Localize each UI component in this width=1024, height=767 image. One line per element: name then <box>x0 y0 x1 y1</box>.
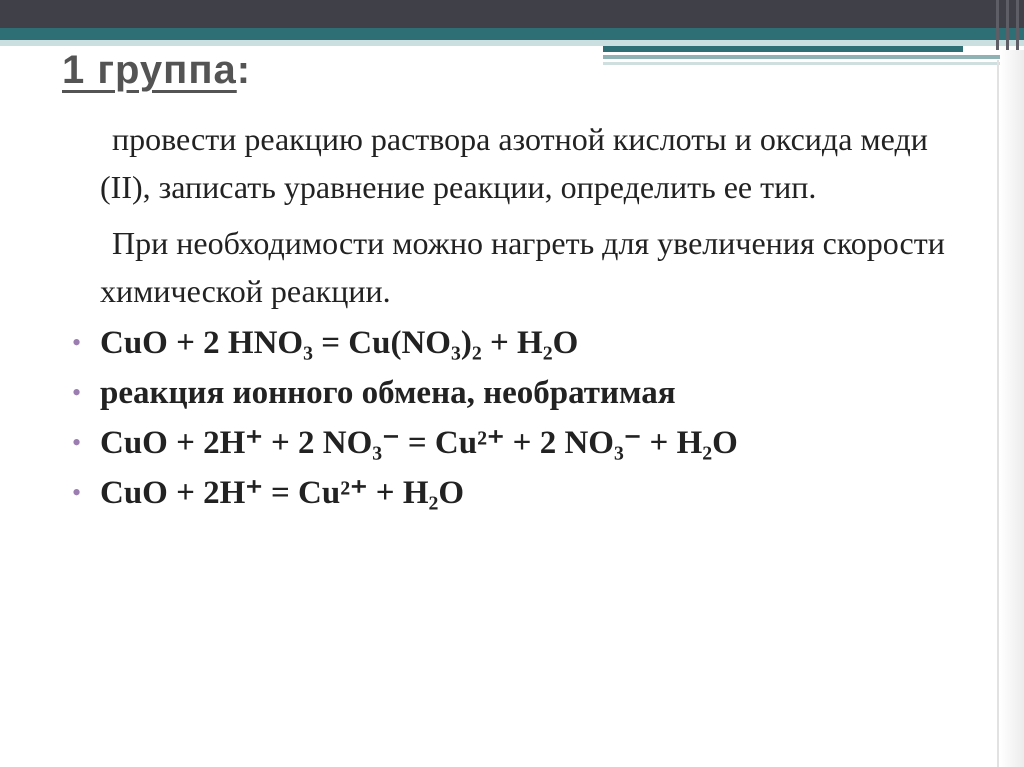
page-fold-line <box>997 60 999 767</box>
bullet-icon: • <box>72 378 82 407</box>
accent-bar-3 <box>603 62 1023 65</box>
slide-content <box>72 115 972 521</box>
slide-title <box>62 48 251 93</box>
bullet-item <box>72 471 972 515</box>
bullet-item <box>72 371 972 415</box>
equation-full-ionic: CuO + 2H⁺ + 2 NO₃⁻ = Cu²⁺ + 2 NO₃⁻ + H₂O <box>100 425 738 461</box>
reaction-type: реакция ионного обмена, необратимая <box>100 375 676 411</box>
top-teal-bar <box>0 28 1024 40</box>
bullet-item <box>72 421 972 465</box>
page-edge-shade <box>1000 50 1024 767</box>
bullet-icon: • <box>72 328 82 357</box>
equation-molecular: CuO + 2 HNO₃ = Cu(NO₃)₂ + H₂O <box>100 325 579 361</box>
edge-stripe-2 <box>1006 0 1009 50</box>
task-text: провести реакцию раствора азотной кислоты и оксида меди (II), записать уравнение реакции, определить ее тип. <box>100 121 928 205</box>
equation-short-ionic: CuO + 2H⁺ = Cu²⁺ + H₂O <box>100 475 465 511</box>
note-paragraph <box>72 219 972 315</box>
bullet-icon: • <box>72 478 82 507</box>
bullet-list <box>72 321 972 515</box>
edge-stripe-3 <box>1016 0 1019 50</box>
note-text: При необходимости можно нагреть для увеличения скорости химической реакции. <box>100 225 945 309</box>
accent-bar-1 <box>603 46 963 52</box>
bullet-icon: • <box>72 428 82 457</box>
slide-title-text: 1 группа <box>62 48 237 92</box>
top-dark-bar <box>0 0 1024 28</box>
bullet-item <box>72 321 972 365</box>
slide-title-colon: : <box>236 48 252 92</box>
task-paragraph <box>72 115 972 211</box>
accent-bar-2 <box>603 55 1003 59</box>
edge-stripe-1 <box>996 0 999 50</box>
